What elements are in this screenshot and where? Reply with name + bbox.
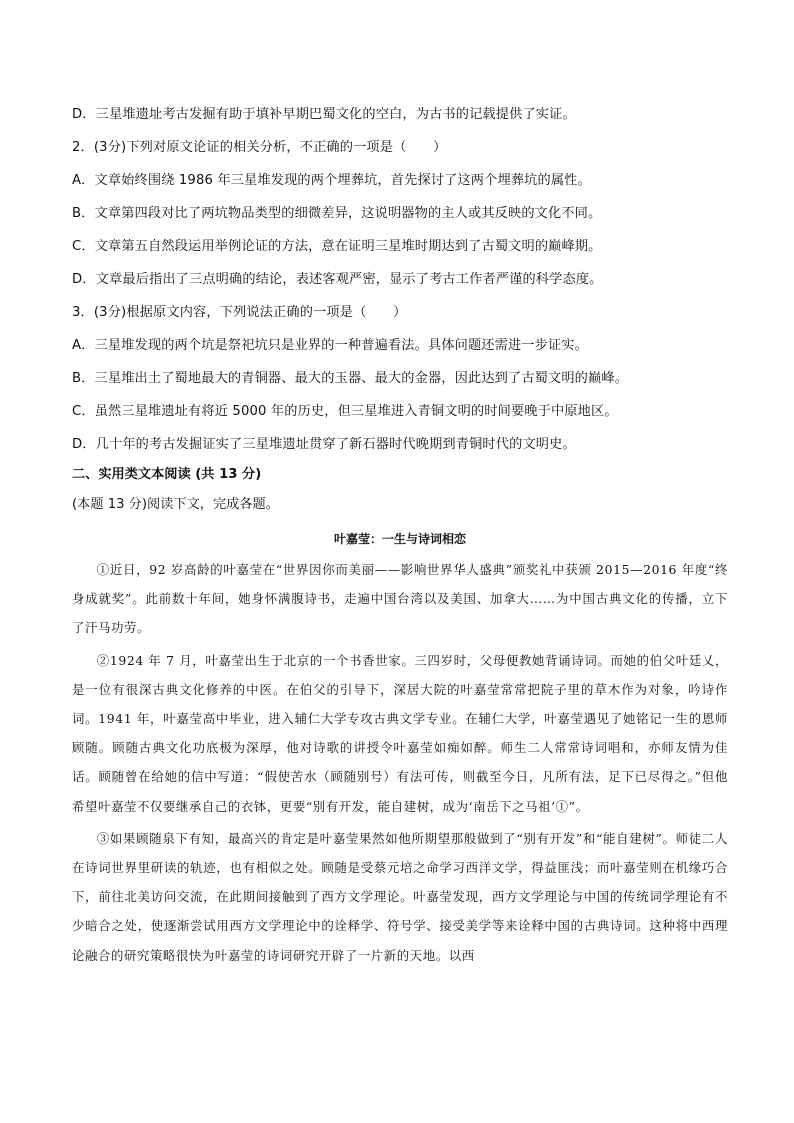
q3-option-d: D．几十年的考古发掘证实了三星堆遗址贯穿了新石器时代晚期到青铜时代的文明史。 — [72, 437, 576, 452]
section-2-title: 二、实用类文本阅读 (共 13 分) — [72, 467, 262, 482]
q3-option-b: B．三星堆出土了蜀地最大的青铜器、最大的玉器、最大的金器，因此达到了古蜀文明的巅峰。 — [72, 371, 629, 386]
question-2-stem: 2．(3分)下列对原文论证的相关分析，不正确的一项是（ ） — [72, 140, 447, 155]
exam-page — [72, 98, 728, 970]
q2-option-d: D．文章最后指出了三点明确的结论，表述客观严密，显示了考古工作者严谨的科学态度。 — [72, 272, 603, 287]
q2-option-b: B．文章第四段对比了两坑物品类型的细微差异，这说明器物的主人或其反映的文化不同。 — [72, 206, 602, 221]
question-3-stem: 3．(3分)根据原文内容，下列说法正确的一项是（ ） — [72, 305, 407, 320]
article-paragraph-3: ③如果顾随泉下有知，最高兴的肯定是叶嘉莹果然如他所期望那般做到了“别有开发”和“能自建树”。师徒二人在诗词世界里研读的轨迹，也有相似之处。顾随是受蔡元培之命学习西洋文学，得益匪浅；而叶嘉莹则在机缘巧合下，前往北美访问交流，在此期间接触到了西方文学理论。叶嘉莹发现，西方文学理论与中国的传统词学理论有不少暗合之处，使逐渐尝试用西方文学理论中的诠释学、符号学、接受美学等来诠释中国的古典诗词。这种将中西理论融合的研究策略很快为叶嘉莹的诗词研究开辟了一片新的天地。以西 — [72, 830, 728, 963]
q2-option-c: C．文章第五自然段运用举例论证的方法，意在证明三星堆时期达到了古蜀文明的巅峰期。 — [72, 239, 602, 254]
q2-option-a: A．文章始终围绕 1986 年三星堆发现的两个埋葬坑，首先探讨了这两个埋葬坑的属性。 — [72, 173, 591, 188]
q1-option-d: D．三星堆遗址考古发掘有助于填补早期巴蜀文化的空白，为古书的记载提供了实证。 — [72, 107, 576, 122]
q3-option-a: A．三星堆发现的两个坑是祭祀坑只是业界的一种普遍看法。具体问题还需进一步证实。 — [72, 338, 588, 353]
article-paragraph-2: ②1924 年 7 月，叶嘉莹出生于北京的一个书香世家。三四岁时，父母便教她背诵诗词。而她的伯父叶廷乂，是一位有很深古典文化修养的中医。在伯父的引导下，深居大院的叶嘉莹常常把院子里的草木作为对象，吟诗作词。1941 年，叶嘉莹高中毕业，进入辅仁大学专攻古典文学专业。在辅仁大学，叶嘉莹遇见了她铭记一生的恩师顾随。顾随古典文化功底极为深厚，他对诗歌的讲授令叶嘉莹如痴如醉。师生二人常常诗词唱和，亦师友情为佳话。顾随曾在给她的信中写道：“假使苦水（顾随别号）有法可传，则截至今日，凡所有法，足下已尽得之。”但他希望叶嘉莹不仅要继承自己的衣钵，更要“别有开发，能自建树，成为‘南岳下之马祖’①”。 — [72, 652, 728, 814]
article-title: 叶嘉莹：一生与诗词相恋 — [333, 532, 466, 546]
article-paragraph-1: ①近日，92 岁高龄的叶嘉莹在“世界因你而美丽——影响世界华人盛典”颁奖礼中获颁 2015—2016 年度“终身成就奖”。此前数十年间，她身怀满腹诗书，走遍中国台湾以及美国、加拿大……为中国古典文化的传播，立下了汗马功劳。 — [72, 562, 728, 636]
section-2-intro: (本题 13 分)阅读下文，完成各题。 — [72, 497, 279, 512]
q3-option-c: C．虽然三星堆遗址有将近 5000 年的历史，但三星堆进入青铜文明的时间要晚于中原地区。 — [72, 404, 618, 419]
